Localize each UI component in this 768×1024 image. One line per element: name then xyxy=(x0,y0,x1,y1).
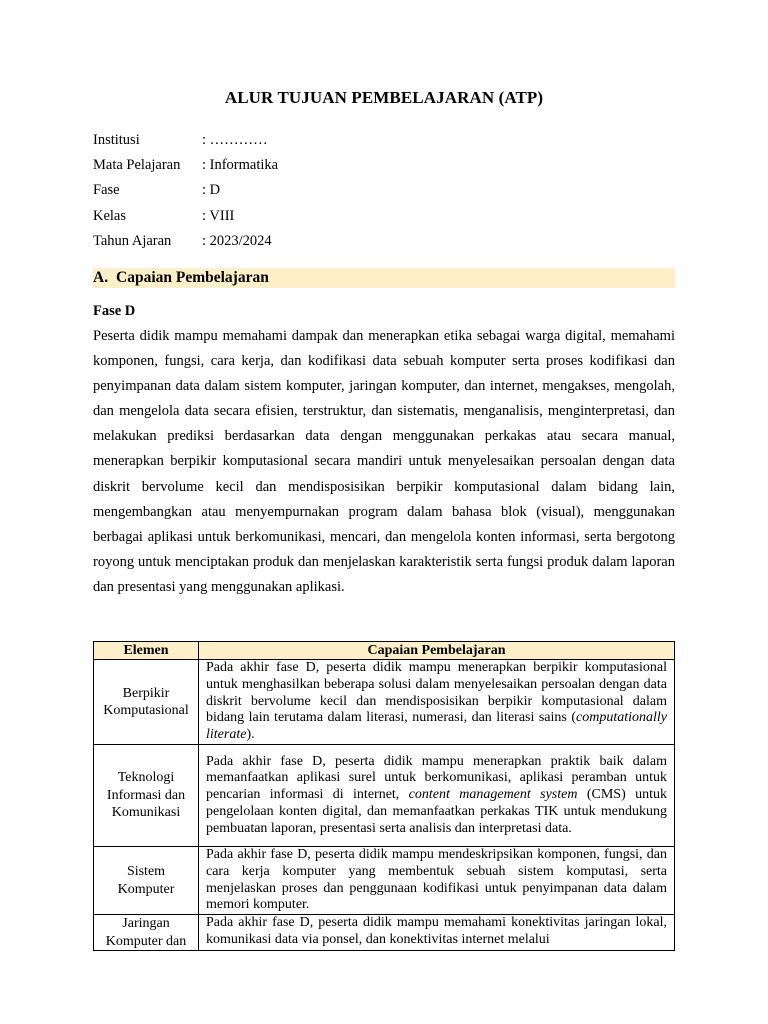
meta-label: Tahun Ajaran xyxy=(93,232,172,249)
meta-value: : ………… xyxy=(202,132,268,148)
meta-row-kelas xyxy=(93,205,675,230)
cp-text: Pada akhir fase D, peserta didik mampu mendeskripsikan komponen, fungsi, dan cara kerja komputer yang membentuk sebuah sistem komputasi, serta menjelaskan proses dan penggunaan kodifikasi untuk penyimpanan data dalam memori komputer. xyxy=(206,847,667,913)
meta-row-tahun-ajaran xyxy=(93,230,675,255)
section-title: Capaian Pembelajaran xyxy=(116,269,269,286)
table-row xyxy=(94,660,675,745)
element-cell: Teknologi Informasi dan Komunikasi xyxy=(94,745,199,847)
table-row xyxy=(94,847,675,915)
meta-row-institusi xyxy=(93,129,675,154)
cp-cell xyxy=(199,745,675,847)
meta-label: Mata Pelajaran xyxy=(93,157,181,174)
meta-value: : 2023/2024 xyxy=(202,232,272,249)
element-cell: Berpikir Komputasional xyxy=(94,660,199,745)
header-elemen: Elemen xyxy=(94,642,199,660)
cp-text: Pada akhir fase D, peserta didik mampu memahami konektivitas jaringan lokal, komunikasi data via ponsel, dan konektivitas internet melalui xyxy=(206,915,667,947)
meta-row-mata-pelajaran xyxy=(93,154,675,179)
meta-label: Kelas xyxy=(93,207,127,224)
meta-value: : VIII xyxy=(202,207,235,224)
document-meta xyxy=(93,129,675,255)
cp-cell xyxy=(199,847,675,915)
table-row xyxy=(94,915,675,951)
section-heading-capaian-pembelajaran xyxy=(93,268,675,288)
cp-text: Pada akhir fase D, peserta didik mampu menerapkan praktik baik dalam memanfaatkan aplikasi surel untuk berkomunikasi, aplikasi peramban untuk pencarian informasi di internet, xyxy=(206,753,667,803)
meta-label: Institusi xyxy=(93,132,140,148)
meta-value: : D xyxy=(202,182,221,199)
document-title: ALUR TUJUAN PEMBELAJARAN (ATP) xyxy=(224,88,544,107)
fase-subheading: Fase D xyxy=(93,303,136,319)
element-cell: Jaringan Komputer dan xyxy=(94,915,199,951)
cp-cell xyxy=(199,915,675,951)
section-number: A. xyxy=(93,269,109,286)
cp-italic-term: content management system xyxy=(408,787,578,803)
cp-text-end: (CMS) untuk pengelolaan konten digital, dan memanfaatkan perkakas TIK untuk mendukung pembuatan laporan, presentasi serta analisis dan interpretasi data. xyxy=(206,787,667,836)
meta-label: Fase xyxy=(93,182,120,199)
table-header-row xyxy=(94,642,675,660)
cp-cell xyxy=(199,660,675,745)
capaian-table xyxy=(93,641,675,951)
header-capaian: Capaian Pembelajaran xyxy=(199,642,675,660)
meta-value: : Informatika xyxy=(202,157,279,174)
table-row xyxy=(94,745,675,847)
cp-italic-term: computationally literate xyxy=(206,710,667,743)
element-cell: Sistem Komputer xyxy=(94,847,199,915)
cp-text: Pada akhir fase D, peserta didik mampu menerapkan berpikir komputasional untuk menghasilkan beberapa solusi dalam menyelesaikan persoalan dengan data diskrit bervolume kecil dan mendisposisikan berpikir komputasional dalam bidang lain terutama dalam literasi, numerasi, dan literasi sains ( xyxy=(206,660,667,726)
meta-row-fase xyxy=(93,179,675,204)
capaian-paragraph: Peserta didik mampu memahami dampak dan menerapkan etika sebagai warga digital, memahami komponen, fungsi, cara kerja, dan kodifikasi data sebuah komputer serta proses kodifikasi dan penyimpanan data dalam sistem komputer, jaringan komputer, dan internet, mengakses, mengolah, dan mengelola data secara efisien, terstruktur, dan sistematis, menganalisis, menginterpretasi, dan melakukan prediksi berdasarkan data dengan menggunakan perkakas atau secara manual, menerapkan berpikir komputasional secara mandiri untuk menyelesaikan persoalan dengan data diskrit bervolume kecil dan mendisposisikan berpikir komputasional dalam bidang lain, mengembangkan atau menyempurnakan program dalam bahasa blok (visual), menggunakan berbagai aplikasi untuk berkomunikasi, mencari, dan mengelola konten informasi, serta bergotong royong untuk menciptakan produk dan menjelaskan karakteristik serta fungsi produk dalam laporan dan presentasi yang menggunakan aplikasi. xyxy=(93,328,675,595)
cp-text-end: ). xyxy=(246,727,255,743)
